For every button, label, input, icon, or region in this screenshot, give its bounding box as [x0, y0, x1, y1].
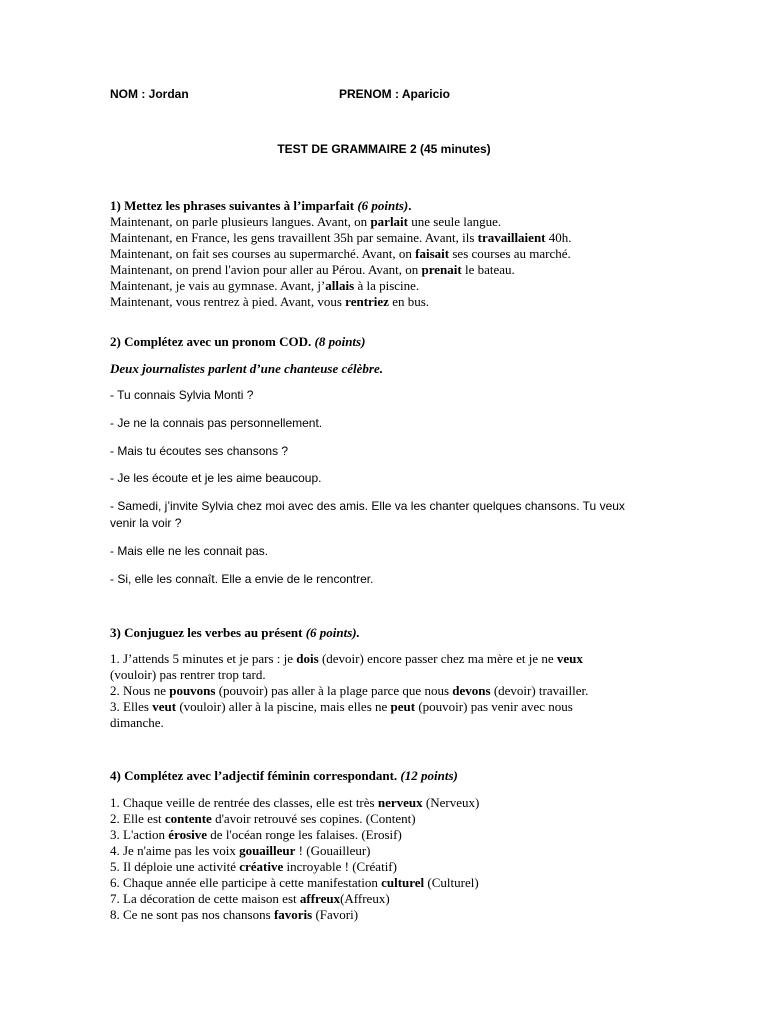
test-title: TEST DE GRAMMAIRE 2 (45 minutes) [277, 142, 491, 156]
answer-text: rentriez [345, 294, 389, 309]
dialogue-line: - Mais elle ne les connait pas. [110, 544, 269, 558]
section4-sentence: 8. Ce ne sont pas nos chansons favoris (Favori) [110, 907, 359, 922]
section1-sentence: Maintenant, on prend l'avion pour aller au Pérou. Avant, on prenait le bateau. [110, 262, 515, 277]
section2-points: (8 points) [314, 334, 366, 349]
section3-line: (vouloir) pas rentrer trop tard. [110, 667, 266, 682]
section3-line: 2. Nous ne pouvons (pouvoir) pas aller à la plage parce que nous devons (devoir) travailler. [110, 683, 589, 698]
answer-text: nerveux [377, 795, 423, 810]
section4-sentence: 2. Elle est contente d'avoir retrouvé ses copines. (Content) [110, 811, 416, 826]
answer-text: favoris [273, 907, 313, 922]
nom-field [110, 87, 189, 101]
section1-sentence: Maintenant, on fait ses courses au supermarché. Avant, on faisait ses courses au marché. [110, 246, 571, 261]
answer-text: prenait [421, 262, 462, 277]
section3-sentences [110, 651, 588, 731]
section2-title: 2) Complétez avec un pronom COD. (8 points) [110, 334, 366, 349]
section4-sentence: 3. L'action érosive de l'océan ronge les falaises. (Erosif) [110, 827, 402, 842]
prenom-value: Aparicio [401, 87, 450, 101]
nom-label: NOM : [110, 87, 146, 101]
section4-sentence: 1. Chaque veille de rentrée des classes, elle est très nerveux (Nerveux) [110, 795, 480, 810]
nom-value: Jordan [148, 87, 189, 101]
section3-line: 3. Elles veut (vouloir) aller à la piscine, mais elles ne peut (pouvoir) pas venir avec nous [110, 699, 573, 714]
section3-title: 3) Conjuguez les verbes au présent (6 points). [110, 625, 360, 640]
answer-text: gouailleur [239, 843, 296, 858]
answer-text: érosive [168, 827, 208, 842]
section1-points: (6 points) [357, 198, 409, 213]
section3-points: (6 points). [305, 625, 360, 640]
section4-sentence: 5. Il déploie une activité créative incroyable ! (Créatif) [110, 859, 397, 874]
answer-text: affreux [299, 891, 341, 906]
answer-text: culturel [381, 875, 425, 890]
section2-subtitle: Deux journalistes parlent d’une chanteuse célèbre. [110, 361, 384, 376]
section4-sentence: 4. Je n'aime pas les voix gouailleur ! (Gouailleur) [110, 843, 371, 858]
section3-line: 1. J’attends 5 minutes et je pars : je dois (devoir) encore passer chez ma mère et je ne veux [110, 651, 583, 666]
section1-sentence: Maintenant, vous rentrez à pied. Avant, vous rentriez en bus. [110, 294, 430, 309]
section1-sentences [110, 214, 572, 310]
section4-sentence: 6. Chaque année elle participe à cette manifestation culturel (Culturel) [110, 875, 479, 890]
dialogue-line: - Si, elle les connaît. Elle a envie de le rencontrer. [110, 572, 374, 586]
section4-title: 4) Complétez avec l’adjectif féminin correspondant. (12 points) [110, 768, 458, 783]
answer-text: parlait [370, 214, 408, 229]
section1-title: 1) Mettez les phrases suivantes à l’imparfait (6 points). [110, 198, 412, 213]
section4-sentence: 7. La décoration de cette maison est affreux(Affreux) [110, 891, 390, 906]
section4-points: (12 points) [400, 768, 458, 783]
section3-line: dimanche. [110, 715, 164, 730]
answer-text: faisait [415, 246, 450, 261]
dialogue-line: venir la voir ? [110, 516, 182, 530]
answer-text: contente [164, 811, 212, 826]
section4-sentences [110, 795, 479, 923]
prenom-label: PRENOM : [339, 87, 399, 101]
dialogue-line: - Samedi, j’invite Sylvia chez moi avec des amis. Elle va les chanter quelques chansons. Tu veux [110, 499, 625, 513]
dialogue-line: - Je ne la connais pas personnellement. [110, 416, 323, 430]
dialogue-line: - Je les écoute et je les aime beaucoup. [110, 471, 322, 485]
section1-sentence: Maintenant, je vais au gymnase. Avant, j’allais à la piscine. [110, 278, 420, 293]
section1-sentence: Maintenant, en France, les gens travaillent 35h par semaine. Avant, ils travaillaient 40h. [110, 230, 572, 245]
answer-text: allais [325, 278, 355, 293]
dialogue-line: - Tu connais Sylvia Monti ? [110, 388, 254, 402]
section1-sentence: Maintenant, on parle plusieurs langues. Avant, on parlait une seule langue. [110, 214, 502, 229]
prenom-field [339, 87, 450, 101]
answer-text: travaillaient [477, 230, 546, 245]
answer-text: créative [239, 859, 284, 874]
dialogue-line: - Mais tu écoutes ses chansons ? [110, 444, 289, 458]
